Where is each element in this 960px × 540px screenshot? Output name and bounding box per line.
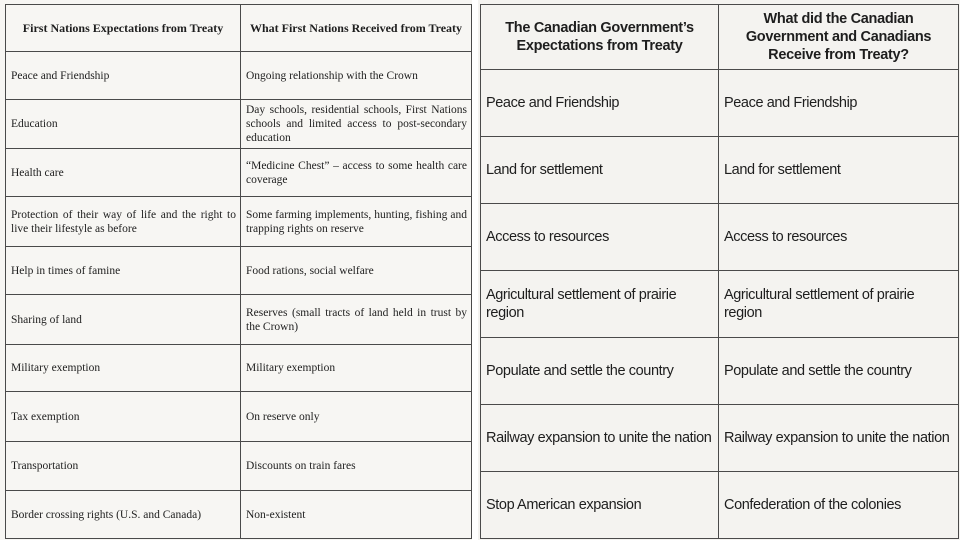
- expectation-cell: Stop American expansion: [481, 472, 719, 539]
- received-cell: Agricultural settlement of prairie region: [719, 271, 959, 338]
- table-row: [481, 472, 959, 539]
- table-row: [6, 197, 472, 247]
- received-cell: Railway expansion to unite the nation: [719, 405, 959, 472]
- received-cell: Discounts on train fares: [241, 442, 472, 491]
- table-row: [481, 338, 959, 405]
- table-row: [6, 52, 472, 100]
- expectation-cell: Help in times of famine: [6, 247, 241, 295]
- received-cell: Food rations, social welfare: [241, 247, 472, 295]
- table-row: [481, 271, 959, 338]
- expectation-cell: Transportation: [6, 442, 241, 491]
- table-row: [481, 70, 959, 137]
- column-header-government-expectations: The Canadian Government’s Expectations from Treaty: [481, 5, 719, 70]
- column-header-government-received: What did the Canadian Government and Canadians Receive from Treaty?: [719, 5, 959, 70]
- table-row: [6, 100, 472, 149]
- received-cell: Confederation of the colonies: [719, 472, 959, 539]
- expectation-cell: Peace and Friendship: [481, 70, 719, 137]
- left-document-page: [0, 0, 472, 540]
- right-document-page: [478, 0, 960, 540]
- expectation-cell: Tax exemption: [6, 392, 241, 442]
- received-cell: On reserve only: [241, 392, 472, 442]
- column-header-first-nations-expectations: First Nations Expectations from Treaty: [6, 5, 241, 52]
- table-row: [481, 204, 959, 271]
- expectation-cell: Railway expansion to unite the nation: [481, 405, 719, 472]
- received-cell: Peace and Friendship: [719, 70, 959, 137]
- table-row: [6, 491, 472, 539]
- received-cell: Ongoing relationship with the Crown: [241, 52, 472, 100]
- received-cell: Land for settlement: [719, 137, 959, 204]
- canadian-government-treaty-table: [480, 4, 959, 539]
- expectation-cell: Agricultural settlement of prairie region: [481, 271, 719, 338]
- received-cell: Day schools, residential schools, First Nations schools and limited access to post-secondary education: [241, 100, 472, 149]
- received-cell: Reserves (small tracts of land held in trust by the Crown): [241, 295, 472, 345]
- table-row: [6, 295, 472, 345]
- table-header-row: [6, 5, 472, 52]
- table-row: [6, 149, 472, 197]
- expectation-cell: Access to resources: [481, 204, 719, 271]
- expectation-cell: Border crossing rights (U.S. and Canada): [6, 491, 241, 539]
- expectation-cell: Education: [6, 100, 241, 149]
- expectation-cell: Military exemption: [6, 345, 241, 392]
- table-row: [6, 392, 472, 442]
- table-row: [6, 247, 472, 295]
- expectation-cell: Land for settlement: [481, 137, 719, 204]
- expectation-cell: Health care: [6, 149, 241, 197]
- expectation-cell: Populate and settle the country: [481, 338, 719, 405]
- expectation-cell: Peace and Friendship: [6, 52, 241, 100]
- column-header-first-nations-received: What First Nations Received from Treaty: [241, 5, 472, 52]
- table-row: [6, 442, 472, 491]
- table-row: [6, 345, 472, 392]
- expectation-cell: Protection of their way of life and the right to live their lifestyle as before: [6, 197, 241, 247]
- table-header-row: [481, 5, 959, 70]
- received-cell: Military exemption: [241, 345, 472, 392]
- expectation-cell: Sharing of land: [6, 295, 241, 345]
- received-cell: Access to resources: [719, 204, 959, 271]
- received-cell: Populate and settle the country: [719, 338, 959, 405]
- received-cell: Non-existent: [241, 491, 472, 539]
- first-nations-treaty-table: [5, 4, 472, 539]
- table-row: [481, 137, 959, 204]
- received-cell: “Medicine Chest” – access to some health care coverage: [241, 149, 472, 197]
- received-cell: Some farming implements, hunting, fishing and trapping rights on reserve: [241, 197, 472, 247]
- table-row: [481, 405, 959, 472]
